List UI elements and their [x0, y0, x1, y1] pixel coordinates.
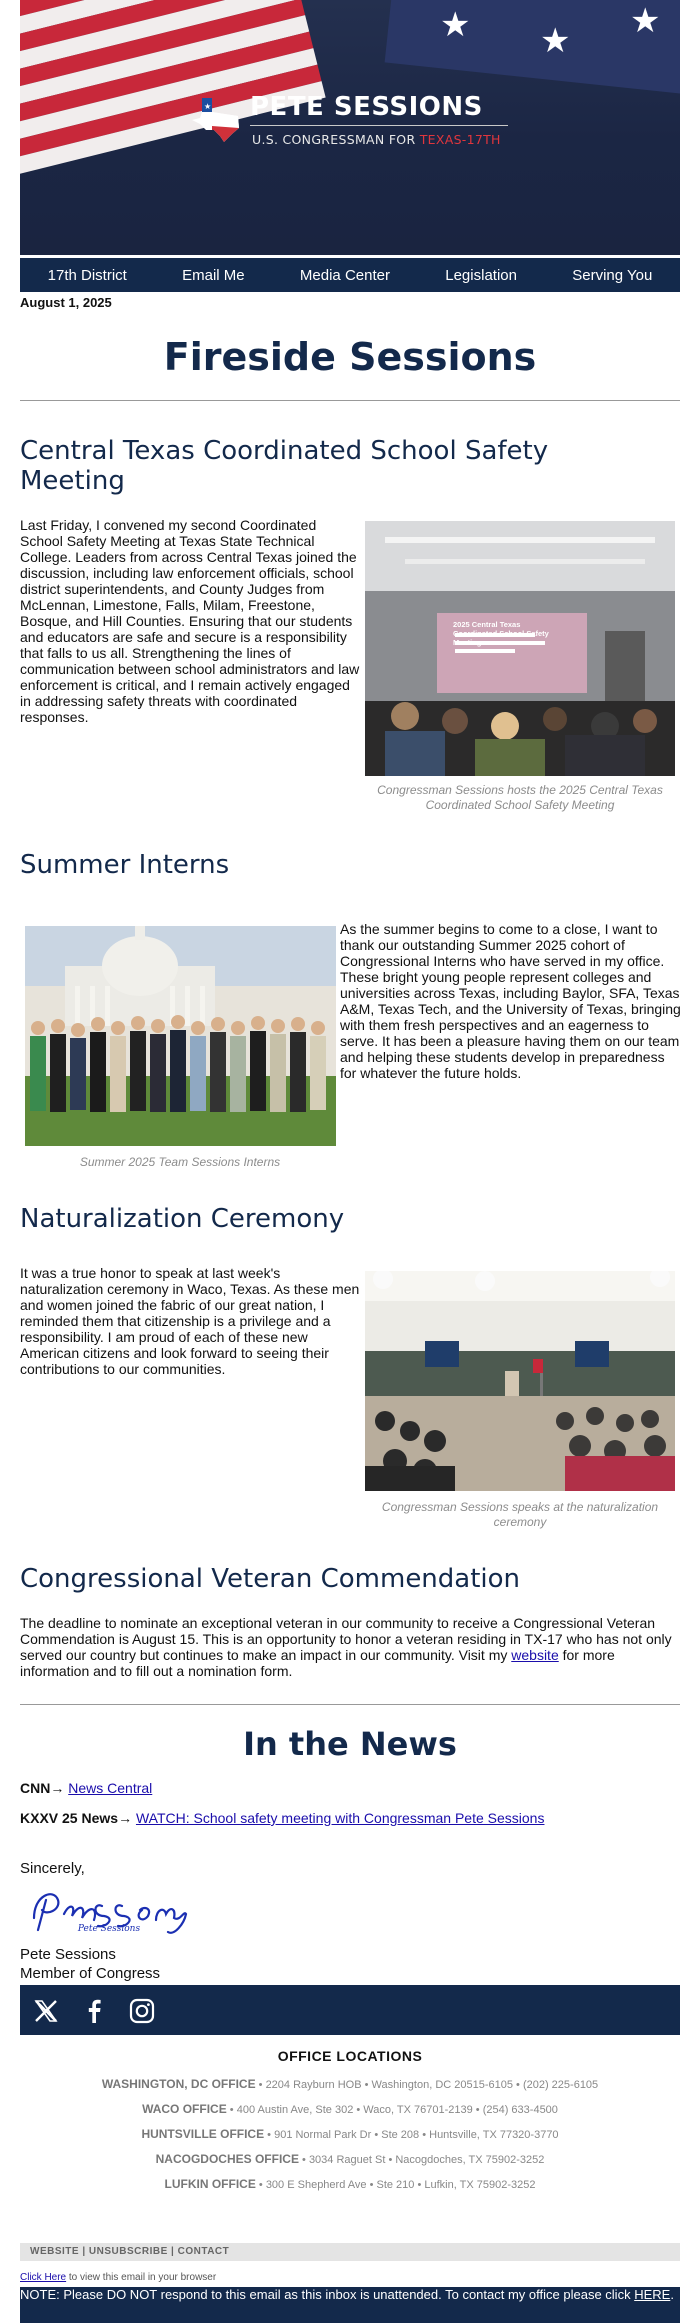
- caption-school-safety: Congressman Sessions hosts the 2025 Central Texas Coordinated School Safety Meeting: [377, 783, 663, 812]
- svg-text:★: ★: [204, 102, 212, 111]
- office-waco: WACO OFFICE • 400 Austin Ave, Ste 302 • Waco, TX 76701-2139 • (254) 633-4500: [142, 2102, 558, 2116]
- social-bar: [20, 1985, 680, 2035]
- unattended-inbox-note: NOTE: Please DO NOT respond to this email as this inbox is unattended. To contact my office please click HERE.: [20, 2287, 680, 2323]
- logo-divider: [250, 125, 508, 126]
- section-body-veteran-commendation: The deadline to nominate an exceptional veteran in our community to receive a Congressional Veteran Commendation is August 15. This is an opportunity to honor a veteran residing in TX-17 who has not only served our country but continues to make an impact in our community. Visit my website for more information and to fill out a nomination form.: [20, 1615, 672, 1679]
- office-dc: WASHINGTON, DC OFFICE • 2204 Rayburn HOB • Washington, DC 20515-6105 • (202) 225-6105: [101, 2077, 599, 2091]
- facebook-icon[interactable]: [80, 1997, 108, 2025]
- logo-name: PETE SESSIONS: [250, 92, 483, 122]
- website-link[interactable]: website: [511, 1647, 559, 1663]
- newsletter-date: August 1, 2025: [20, 295, 112, 310]
- photo-naturalization-ceremony: [365, 1271, 675, 1491]
- divider: [20, 400, 680, 401]
- caption-naturalization: Congressman Sessions speaks at the naturalization ceremony: [381, 1500, 659, 1529]
- news-link-kxxv[interactable]: WATCH: School safety meeting with Congressman Pete Sessions: [135, 1810, 545, 1826]
- footer-links[interactable]: WEBSITE | UNSUBSCRIBE | CONTACT: [20, 2243, 680, 2261]
- nav-media-center[interactable]: Media Center: [299, 266, 390, 284]
- closing: Sincerely,: [20, 1860, 85, 1877]
- signer-name: Pete Sessions: [20, 1946, 116, 1963]
- nav-bar: [20, 258, 680, 292]
- offices-title: OFFICE LOCATIONS: [277, 2048, 423, 2064]
- star-icon: ★: [440, 6, 471, 44]
- view-in-browser: Click Here to view this email in your browser: [20, 2272, 217, 2283]
- nav-17th-district[interactable]: 17th District: [47, 266, 127, 284]
- instagram-icon[interactable]: [128, 1997, 156, 2025]
- section-body-naturalization: It was a true honor to speak at last week's naturalization ceremony in Waco, Texas. As these men and women joined the fabric of our great nation, I reminded them that citizenship is a privilege and a responsibility. I am proud of each of these new American citizens and look forward to seeing their contributions to our communities.: [20, 1265, 360, 1377]
- news-item-kxxv: KXXV 25 News→ WATCH: School safety meeting with Congressman Pete Sessions: [20, 1810, 545, 1826]
- office-nacogdoches: NACOGDOCHES OFFICE • 3034 Raguet St • Nacogdoches, TX 75902-3252: [155, 2152, 545, 2166]
- texas-icon: [190, 96, 242, 144]
- section-heading-naturalization: Naturalization Ceremony: [20, 1204, 345, 1234]
- section-body-school-safety: Last Friday, I convened my second Coordinated School Safety Meeting at Texas State Technical College. Leaders from across Central Texas joined the discussion, including law enforcement officials, school district superintendents, and County Judges from McLennan, Limestone, Falls, Milam, Freestone, Bosque, and Hill Counties. Ensuring that our students and educators are safe and secure is a responsibility that falls to us all. Strengthening the lines of communication between school administrators and law enforcement is critical, and I remain actively engaged in addressing safety threats with coordinated responses.: [20, 517, 360, 725]
- nav-legislation[interactable]: Legislation: [445, 266, 517, 284]
- header-banner: [20, 0, 680, 255]
- screen-text: 2025 Central Texas Coordinated School Safety Meeting: [453, 620, 549, 647]
- section-heading-school-safety: Central Texas Coordinated School Safety Meeting: [20, 436, 549, 496]
- section-heading-interns: Summer Interns: [20, 850, 230, 880]
- star-icon: ★: [540, 22, 571, 60]
- x-twitter-icon[interactable]: [32, 1997, 60, 2025]
- nav-email-me[interactable]: Email Me: [182, 266, 245, 284]
- news-title: In the News: [243, 1725, 457, 1763]
- contact-here-link[interactable]: HERE: [634, 2287, 671, 2302]
- office-huntsville: HUNTSVILLE OFFICE • 901 Normal Park Dr • Ste 208 • Huntsville, TX 77320-3770: [141, 2127, 559, 2141]
- signature-text: Pete Sessions: [77, 1924, 141, 1934]
- office-lufkin: LUFKIN OFFICE • 300 E Shepherd Ave • Ste 210 • Lufkin, TX 75902-3252: [164, 2177, 536, 2191]
- section-heading-veteran-commendation: Congressional Veteran Commendation: [20, 1564, 521, 1594]
- signature: [24, 1880, 194, 1940]
- news-item-cnn: CNN→ News Central: [20, 1780, 153, 1796]
- logo-subtitle: U.S. CONGRESSMAN FOR TEXAS-17TH: [252, 132, 501, 147]
- star-icon: ★: [630, 2, 661, 40]
- signer-role: Member of Congress: [20, 1965, 161, 1982]
- news-link-cnn[interactable]: News Central: [68, 1780, 153, 1796]
- page-title: Fireside Sessions: [163, 335, 537, 379]
- photo-school-safety-meeting: [365, 521, 675, 776]
- nav-serving-you[interactable]: Serving You: [572, 266, 653, 284]
- view-in-browser-link[interactable]: Click Here: [20, 2272, 67, 2283]
- caption-interns: Summer 2025 Team Sessions Interns: [79, 1155, 281, 1169]
- photo-summer-interns: [25, 926, 336, 1146]
- logo: [190, 92, 550, 162]
- divider: [20, 1704, 680, 1705]
- section-body-interns: As the summer begins to come to a close, I want to thank our outstanding Summer 2025 cohort of Congressional Interns who have served in my office. These bright young people represent colleges and universities across Texas, including Baylor, SFA, Texas A&M, Texas Tech, and the University of Texas, bringing with them fresh perspectives and an eagerness to serve. It has been a pleasure having them on our team and helping these students develop in preparedness for whatever the future holds.: [340, 921, 681, 1081]
